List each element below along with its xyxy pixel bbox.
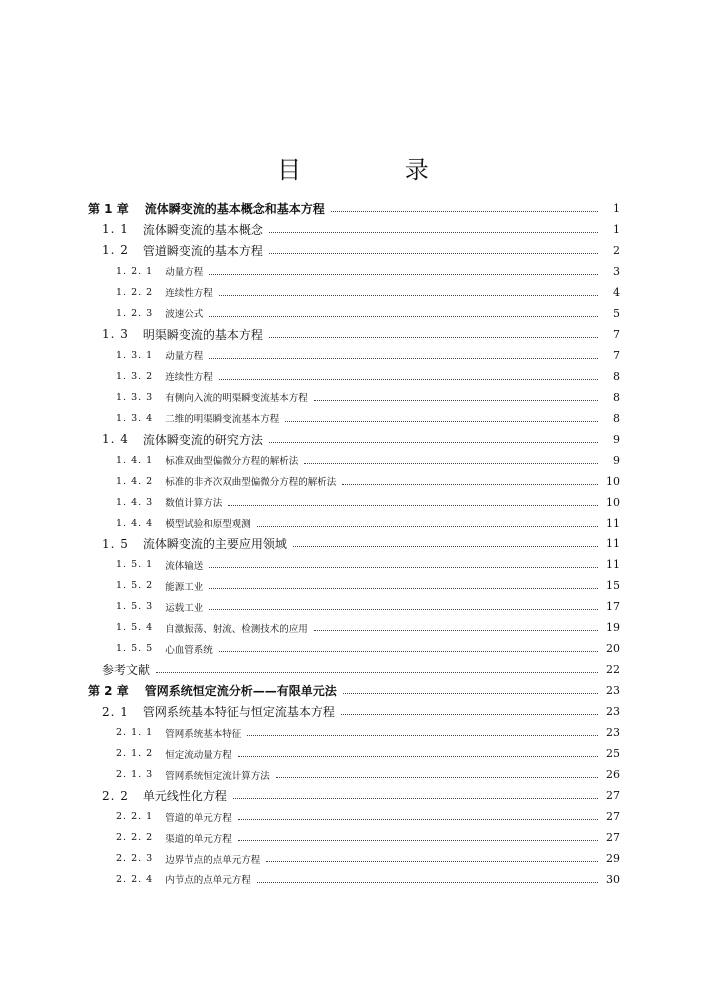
- toc-entry-label: 数值计算方法: [165, 498, 223, 510]
- toc-subsection[interactable]: [88, 596, 620, 617]
- toc-entry-label: 边界节点的点单元方程: [165, 854, 261, 866]
- toc-entry-label: 有侧向入流的明渠瞬变流基本方程: [165, 393, 308, 405]
- toc-section[interactable]: [88, 659, 620, 680]
- toc-entry-page: 23: [606, 684, 620, 698]
- toc-subsection[interactable]: [88, 261, 620, 282]
- toc-entry-label: 管网系统基本特征: [165, 728, 242, 740]
- toc-subsection[interactable]: [88, 303, 620, 324]
- toc-entry-label: 管道的单元方程: [165, 812, 232, 824]
- toc-entry-number: 1. 3: [102, 327, 129, 342]
- toc-chapter[interactable]: [88, 198, 620, 219]
- toc-entry-number: 2. 1. 2: [116, 748, 154, 760]
- toc-subsection[interactable]: [88, 806, 620, 827]
- toc-entry-number: 1. 2. 3: [116, 307, 154, 319]
- dot-leader: [276, 777, 598, 778]
- toc-entry-label: 恒定流动量方程: [165, 749, 232, 761]
- dot-leader: [341, 714, 598, 715]
- toc-subsection[interactable]: [88, 450, 620, 471]
- toc-entry-number: 2. 2. 2: [116, 832, 154, 844]
- toc-entry-page: 9: [613, 453, 620, 467]
- toc-entry-label: 单元线性化方程: [142, 789, 227, 804]
- dot-leader: [209, 358, 598, 359]
- dot-leader: [219, 295, 598, 296]
- toc-entry-label: 流体瞬变流的基本概念: [142, 222, 263, 237]
- dot-leader: [257, 882, 598, 883]
- toc-entry-number: 1. 4: [102, 432, 129, 447]
- toc-entry-page: 10: [606, 474, 620, 488]
- toc-entry-page: 7: [613, 348, 620, 362]
- toc-entry-label: 管网系统恒定流分析——有限单元法: [144, 684, 337, 699]
- toc-entry-page: 25: [606, 747, 620, 761]
- toc-entry-page: 11: [606, 516, 620, 530]
- toc-entry-number: 1. 3. 4: [116, 412, 154, 424]
- toc-entry-page: 15: [606, 579, 620, 593]
- toc-entry-number: 第 2 章: [88, 684, 129, 699]
- dot-leader: [304, 463, 598, 464]
- toc-subsection[interactable]: [88, 492, 620, 513]
- toc-entry-page: 30: [606, 872, 620, 886]
- toc-entry-label: 流体瞬变流的基本概念和基本方程: [144, 201, 325, 216]
- toc-subsection[interactable]: [88, 513, 620, 534]
- toc-entry-label: 参考文献: [102, 663, 151, 678]
- toc-subsection[interactable]: [88, 408, 620, 429]
- toc-entry-label: 标准双曲型偏微分方程的解析法: [165, 456, 299, 468]
- toc-entry-label: 自激振荡、射流、检测技术的应用: [165, 623, 308, 635]
- toc-entry-page: 17: [606, 600, 620, 614]
- toc-entry-page: 7: [613, 327, 620, 341]
- dot-leader: [266, 861, 598, 862]
- toc-entry-number: 2. 2. 3: [116, 853, 154, 865]
- toc-entry-label: 流体瞬变流的研究方法: [142, 432, 263, 447]
- toc-entry-number: 1. 2. 2: [116, 286, 154, 298]
- toc-subsection[interactable]: [88, 743, 620, 764]
- toc-entry-number: 1. 2. 1: [116, 265, 154, 277]
- toc-entry-page: 10: [606, 495, 620, 509]
- toc-entry-page: 11: [606, 537, 620, 551]
- toc-entry-page: 8: [613, 369, 620, 383]
- toc-subsection[interactable]: [88, 575, 620, 596]
- dot-leader: [293, 546, 598, 547]
- toc-entry-page: 3: [613, 264, 620, 278]
- toc-entry-label: 二维的明渠瞬变流基本方程: [165, 414, 280, 426]
- toc-entry-number: 2. 1. 1: [116, 727, 154, 739]
- toc-entry-label: 连续性方程: [165, 288, 213, 300]
- dot-leader: [342, 484, 598, 485]
- toc-entry-number: 2. 1. 3: [116, 769, 154, 781]
- dot-leader: [269, 337, 598, 338]
- toc-entry-number: 1. 5. 5: [116, 643, 154, 655]
- toc-entry-page: 5: [613, 306, 620, 320]
- toc-subsection[interactable]: [88, 554, 620, 575]
- toc-entry-page: 23: [606, 726, 620, 740]
- toc-entry-number: 1. 5. 1: [116, 559, 154, 571]
- dot-leader: [343, 693, 598, 694]
- toc-subsection[interactable]: [88, 827, 620, 848]
- toc-entry-label: 明渠瞬变流的基本方程: [142, 327, 263, 342]
- dot-leader: [257, 526, 598, 527]
- toc-entry-number: 1. 4. 4: [116, 517, 154, 529]
- toc-section[interactable]: [88, 785, 620, 806]
- toc-entry-number: 1. 5. 4: [116, 622, 154, 634]
- toc-subsection[interactable]: [88, 366, 620, 387]
- toc-entry-page: 29: [606, 852, 620, 866]
- toc-entry-page: 1: [613, 222, 620, 236]
- dot-leader: [209, 316, 598, 317]
- toc-subsection[interactable]: [88, 387, 620, 408]
- toc-entry-page: 27: [606, 789, 620, 803]
- toc-entry-number: 1. 4. 3: [116, 496, 154, 508]
- toc-subsection[interactable]: [88, 471, 620, 492]
- dot-leader: [314, 400, 598, 401]
- dot-leader: [209, 588, 598, 589]
- toc-entry-label: 标准的非齐次双曲型偏微分方程的解析法: [165, 477, 337, 489]
- dot-leader: [233, 798, 598, 799]
- toc-entry-number: 1. 3. 1: [116, 349, 154, 361]
- toc-subsection[interactable]: [88, 764, 620, 785]
- toc-entry-label: 波速公式: [165, 309, 204, 321]
- toc-entry-number: 1. 3. 2: [116, 370, 154, 382]
- toc-entry-label: 动量方程: [165, 267, 204, 279]
- toc-entry-number: 1. 4. 1: [116, 454, 154, 466]
- toc-entry-label: 能源工业: [165, 581, 204, 593]
- toc-entry-page: 26: [606, 768, 620, 782]
- toc-entry-number: 2. 2. 1: [116, 811, 154, 823]
- toc-entry-number: 2. 2. 4: [116, 873, 154, 885]
- toc-entry-page: 20: [606, 642, 620, 656]
- toc-entry-label: 渠道的单元方程: [165, 833, 232, 845]
- dot-leader: [219, 651, 598, 652]
- dot-leader: [238, 756, 598, 757]
- toc-entry-page: 8: [613, 390, 620, 404]
- toc-subsection[interactable]: [88, 638, 620, 659]
- toc-entry-number: 1. 4. 2: [116, 475, 154, 487]
- toc-section[interactable]: [88, 219, 620, 240]
- toc-section[interactable]: [88, 429, 620, 450]
- toc-entry-label: 管网系统恒定流计算方法: [165, 770, 270, 782]
- toc-entry-label: 内节点的点单元方程: [165, 875, 251, 887]
- dot-leader: [269, 253, 598, 254]
- toc-entry-number: 1. 3. 3: [116, 391, 154, 403]
- dot-leader: [219, 379, 598, 380]
- page-title: 目 录: [277, 156, 477, 184]
- toc-entry-page: 8: [613, 411, 620, 425]
- toc-entry-number: 1. 5. 2: [116, 580, 154, 592]
- dot-leader: [238, 819, 598, 820]
- toc-subsection[interactable]: [88, 722, 620, 743]
- toc-entry-number: 2. 1: [102, 704, 129, 719]
- dot-leader: [331, 211, 598, 212]
- dot-leader: [209, 274, 598, 275]
- toc-subsection[interactable]: [88, 848, 620, 869]
- toc-entry-label: 管道瞬变流的基本方程: [142, 243, 263, 258]
- dot-leader: [269, 232, 598, 233]
- dot-leader: [238, 840, 598, 841]
- toc-entry-label: 流体输送: [165, 560, 204, 572]
- toc-section[interactable]: [88, 701, 620, 722]
- toc-entry-number: 1. 1: [102, 222, 129, 237]
- toc-entry-number: 1. 2: [102, 243, 129, 258]
- toc-subsection[interactable]: [88, 282, 620, 303]
- dot-leader: [156, 672, 598, 673]
- toc-subsection[interactable]: [88, 345, 620, 366]
- toc-entry-label: 动量方程: [165, 351, 204, 363]
- toc-entry-number: 1. 5: [102, 536, 129, 551]
- toc-entry-page: 1: [613, 201, 620, 215]
- dot-leader: [314, 630, 598, 631]
- toc-entry-page: 4: [613, 285, 620, 299]
- toc-entry-label: 管网系统基本特征与恒定流基本方程: [142, 705, 335, 720]
- toc-section[interactable]: [88, 240, 620, 261]
- toc-chapter[interactable]: [88, 680, 620, 701]
- toc-entry-page: 27: [606, 831, 620, 845]
- toc-entry-label: 运载工业: [165, 602, 204, 614]
- toc-entry-page: 27: [606, 810, 620, 824]
- dot-leader: [269, 442, 598, 443]
- toc-section[interactable]: [88, 534, 620, 555]
- dot-leader: [285, 421, 598, 422]
- toc-entry-label: 连续性方程: [165, 372, 213, 384]
- toc-entry-label: 模型试验和原型观测: [165, 519, 251, 531]
- toc-entry-page: 22: [606, 663, 620, 677]
- table-of-contents: [88, 198, 620, 890]
- toc-entry-page: 23: [606, 705, 620, 719]
- dot-leader: [228, 505, 598, 506]
- toc-subsection[interactable]: [88, 869, 620, 890]
- toc-entry-page: 9: [613, 432, 620, 446]
- dot-leader: [209, 609, 598, 610]
- dot-leader: [247, 735, 598, 736]
- toc-entry-number: 第 1 章: [88, 201, 129, 216]
- toc-section[interactable]: [88, 324, 620, 345]
- toc-entry-page: 11: [606, 558, 620, 572]
- toc-entry-number: 2. 2: [102, 788, 129, 803]
- toc-entry-page: 2: [613, 243, 620, 257]
- toc-entry-label: 流体瞬变流的主要应用领域: [142, 537, 287, 552]
- toc-subsection[interactable]: [88, 617, 620, 638]
- toc-entry-page: 19: [606, 621, 620, 635]
- toc-entry-number: 1. 5. 3: [116, 601, 154, 613]
- toc-entry-label: 心血管系统: [165, 644, 213, 656]
- dot-leader: [209, 567, 598, 568]
